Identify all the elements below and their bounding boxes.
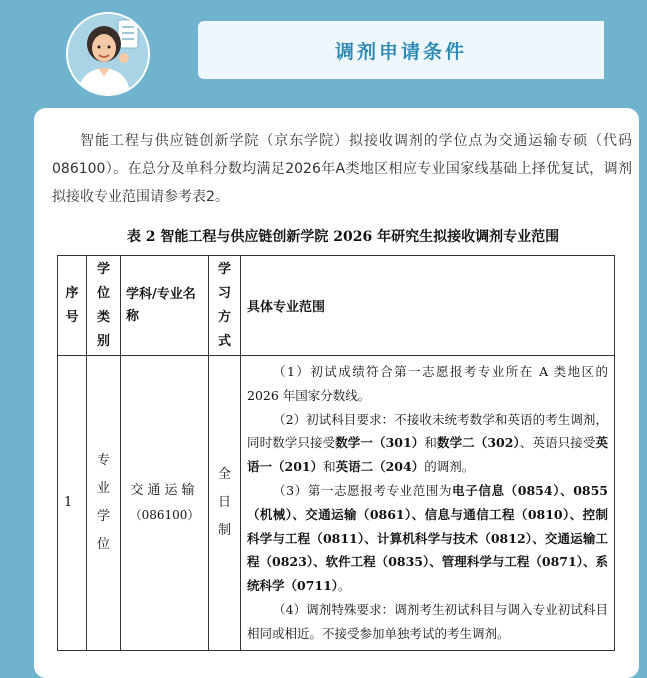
scope-item-4: （4）调剂特殊要求：调剂考生初试科目与调入专业初试科目相同或相近。不接受参加单独考试的考生调剂。 [247,601,608,641]
header-scope: 具体专业范围 [241,256,615,356]
scope-item-3: （3）第一志愿报考专业范围为电子信息（0854）、0855（机械）、交通运输（0861）、信息与通信工程（0810）、控制科学与工程（0811）、计算机科学与技术（0812）、交通运输工程（0823）、软件工程（0835）、管理科学与工程（0871）、系统科学（0711）。 [247,482,608,594]
intro-paragraph: 智能工程与供应链创新学院（京东学院）拟接收调剂的学位点为交通运输专硕（代码086100）。在总分及单科分数均满足2026年A类地区相应专业国家线基础上择优复试，调剂拟接收专业范围请参考表2。 [52,133,632,205]
header [0,0,647,110]
header-degree-type: 学位类别 [87,256,121,356]
header-major: 学科/专业名称 [121,256,209,356]
scope-item-1: （1）初试成绩符合第一志愿报考专业所在 A 类地区的 2026 年国家分数线。 [247,364,608,403]
header-study-mode: 学习方式 [209,256,241,356]
table-header-row [58,256,615,356]
cell-study-mode: 全日制 [209,356,241,651]
major-name: 交通运输 [130,482,199,498]
section-title: 调剂申请条件 [334,40,467,63]
header-seq: 序号 [58,256,87,356]
admission-table [57,255,615,651]
scope-item-2: （2）初试科目要求：不接收未统考数学和英语的考生调剂，同时数学只接受数学一（301）和数学二（302）、英语只接受英语一（201）和英语二（204）的调剂。 [247,411,608,475]
presenter-avatar-icon [66,12,150,96]
major-code: （086100） [129,507,200,522]
table-row [58,356,615,651]
cell-degree-type: 专业学位 [87,356,121,651]
section-banner [198,21,604,79]
cell-seq: 1 [58,356,87,651]
cell-major [121,356,209,651]
table-title: 表 2 智能工程与供应链创新学院 2026 年研究生拟接收调剂专业范围 [126,229,560,245]
cell-scope [241,356,615,651]
